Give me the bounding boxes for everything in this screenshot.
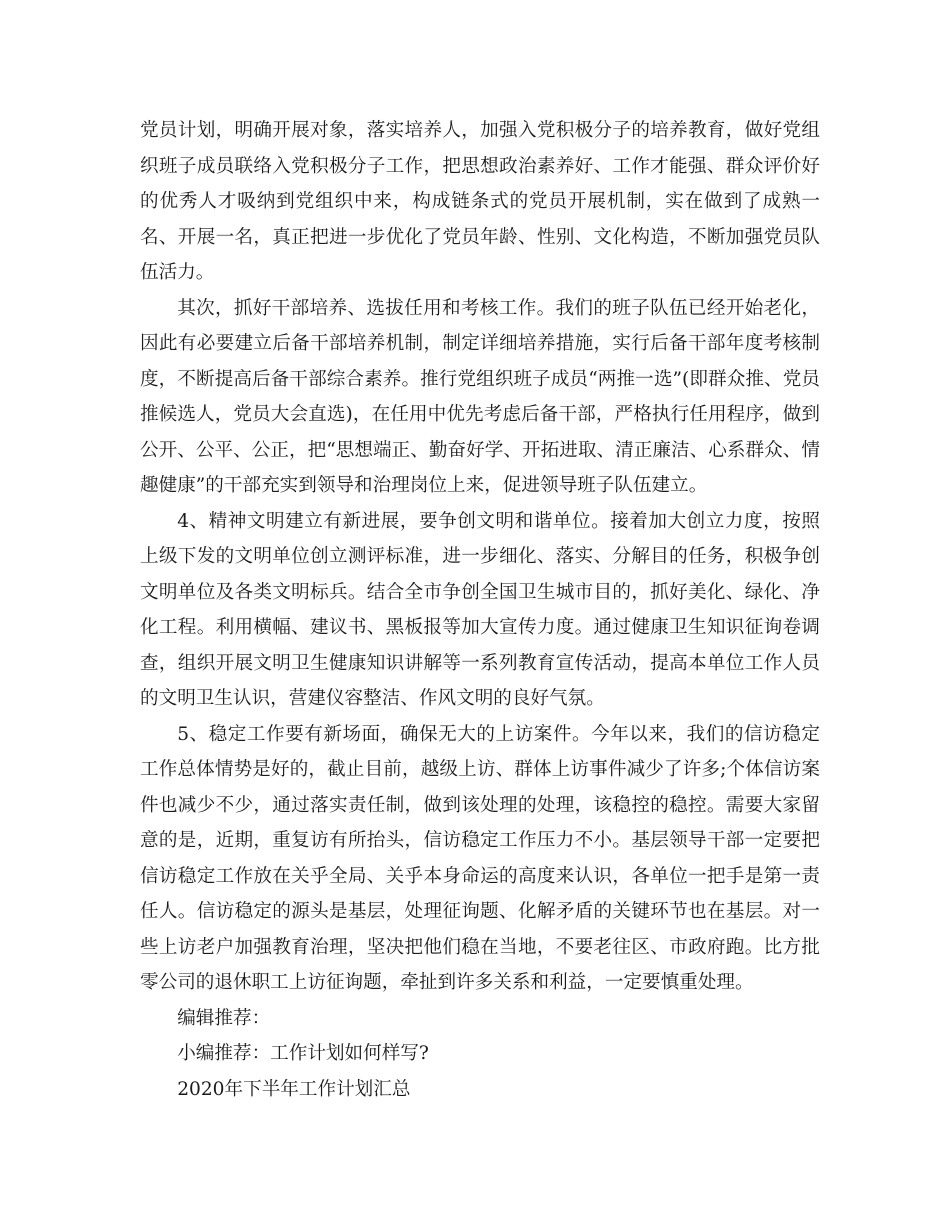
paragraph-cadre-training: 其次，抓好干部培养、选拔任用和考核工作。我们的班子队伍已经开始老化，因此有必要建立后备干部培养机制，制定详细培养措施，实行后备干部年度考核制度，不断提高后备干部综合素养。推行党组织班子成员“两推一选”(即群众推、党员推候选人，党员大会直选)，在任用中优先考虑后备干部，严格执行任用程序，做到公开、公平、公正，把“思想端正、勤奋好学、开拓进取、清正廉洁、心系群众、情趣健康”的干部充实到领导和治理岗位上来，促进领导班子队伍建立。 [140, 297, 820, 496]
paragraph-spiritual-civilization: 4、精神文明建立有新进展，要争创文明和谐单位。接着加大创立力度，按照上级下发的文明单位创立测评标准，进一步细化、落实、分解目的任务，积极争创文明单位及各类文明标兵。结合全市争创全国卫生城市目的，抓好美化、绿化、净化工程。利用横幅、建议书、黑板报等加大宣传力度。通过健康卫生知识征询卷调查，组织开展文明卫生健康知识讲解等一系列教育宣传活动，提高本单位工作人员的文明卫生认识，营建仪容整洁、作风文明的良好气氛。 [140, 510, 820, 709]
document-body [140, 113, 820, 1107]
recommend-link-how-to-write[interactable]: 小编推荐：工作计划如何样写? [177, 1043, 429, 1064]
paragraph-stability-work: 5、稳定工作要有新场面，确保无大的上访案件。今年以来，我们的信访稳定工作总体情势是好的，截止目前，越级上访、群体上访事件减少了许多;个体信访案件也减少不少，通过落实责任制，做到该处理的处理，该稳控的稳控。需要大家留意的是，近期，重复访有所抬头，信访稳定工作压力不小。基层领导干部一定要把信访稳定工作放在关乎全局、关乎本身命运的高度来认识，各单位一把手是第一责任人。信访稳定的源头是基层，处理征询题、化解矛盾的关键环节也在基层。对一些上访老户加强教育治理，坚决把他们稳在当地，不要老往区、市政府跑。比方批零公司的退休职工上访征询题，牵扯到许多关系和利益，一定要慎重处理。 [140, 723, 820, 993]
recommend-heading: 编辑推荐： [177, 1007, 271, 1029]
recommend-link-2020-summary[interactable]: 2020年下半年工作计划汇总 [177, 1078, 411, 1100]
paragraph-party-member-plan: 党员计划，明确开展对象，落实培养人，加强入党积极分子的培养教育，做好党组织班子成员联络入党积极分子工作，把思想政治素养好、工作才能强、群众评价好的优秀人才吸纳到党组织中来，构成链条式的党员开展机制，实在做到了成熟一名、开展一名，真正把进一步优化了党员年龄、性别、文化构造，不断加强党员队伍活力。 [140, 120, 820, 283]
